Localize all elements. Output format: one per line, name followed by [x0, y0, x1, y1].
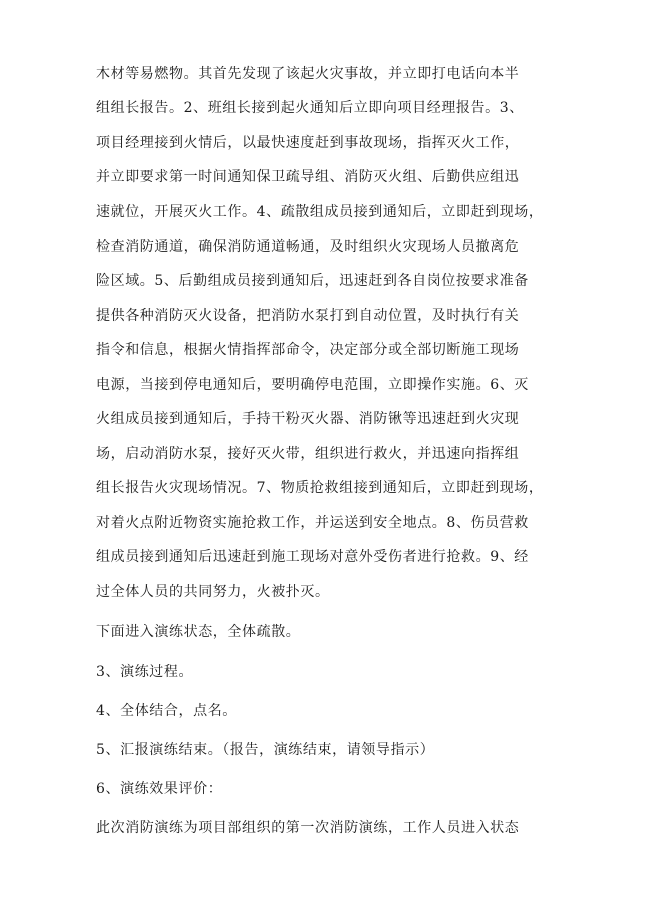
- text-line: 并立即要求第一时间通知保卫疏导组、消防灭火组、后勤供应组迅: [96, 169, 520, 185]
- text-line: 木材等易燃物。其首先发现了该起火灾事故，并立即打电话向本半: [96, 66, 520, 82]
- text-line: 3、演练过程。: [96, 664, 194, 680]
- text-line: 速就位，开展灭火工作。4、疏散组成员接到通知后，立即赶到现场，: [96, 204, 544, 220]
- text-line: 5、汇报演练结束。（报告，演练结束，请领导指示）: [96, 742, 435, 758]
- text-line: 对着火点附近物资实施抢救工作，并运送到安全地点。8、伤员营救: [96, 515, 529, 531]
- text-line: 6、演练效果评价：: [96, 781, 223, 797]
- text-line: 场，启动消防水泵，接好灭火带，组织进行救火，并迅速向指挥组: [96, 446, 520, 462]
- text-line: 火组成员接到通知后，手持干粉灭火器、消防锹等迅速赶到火灾现: [96, 411, 520, 427]
- text-line: 电源，当接到停电通知后，要明确停电范围，立即操作实施。6、灭: [96, 377, 529, 393]
- text-line: 组长报告火灾现场情况。7、物质抢救组接到通知后，立即赶到现场，: [96, 480, 544, 496]
- text-line: 组组长报告。2、班组长接到起火通知后立即向项目经理报告。3、: [96, 100, 524, 116]
- text-line: 组成员接到通知后迅速赶到施工现场对意外受伤者进行抢救。9、经: [96, 549, 529, 565]
- text-line: 下面进入演练状态，全体疏散。: [96, 624, 301, 640]
- text-line: 指令和信息，根据火情指挥部命令，决定部分或全部切断施工现场: [96, 342, 520, 358]
- text-line: 险区域。5、后勤组成员接到通知后，迅速赶到各自岗位按要求准备: [96, 273, 529, 289]
- text-line: 项目经理接到火情后，以最快速度赶到事故现场，指挥灭火工作，: [96, 135, 520, 151]
- text-line: 提供各种消防灭火设备，把消防水泵打到自动位置，及时执行有关: [96, 308, 520, 324]
- text-line: 此次消防演练为项目部组织的第一次消防演练，工作人员进入状态: [96, 820, 520, 836]
- text-line: 过全体人员的共同努力，火被扑灭。: [96, 584, 330, 600]
- text-line: 检查消防通道，确保消防通道畅通，及时组织火灾现场人员撤离危: [96, 239, 520, 255]
- text-line: 4、全体结合，点名。: [96, 703, 237, 719]
